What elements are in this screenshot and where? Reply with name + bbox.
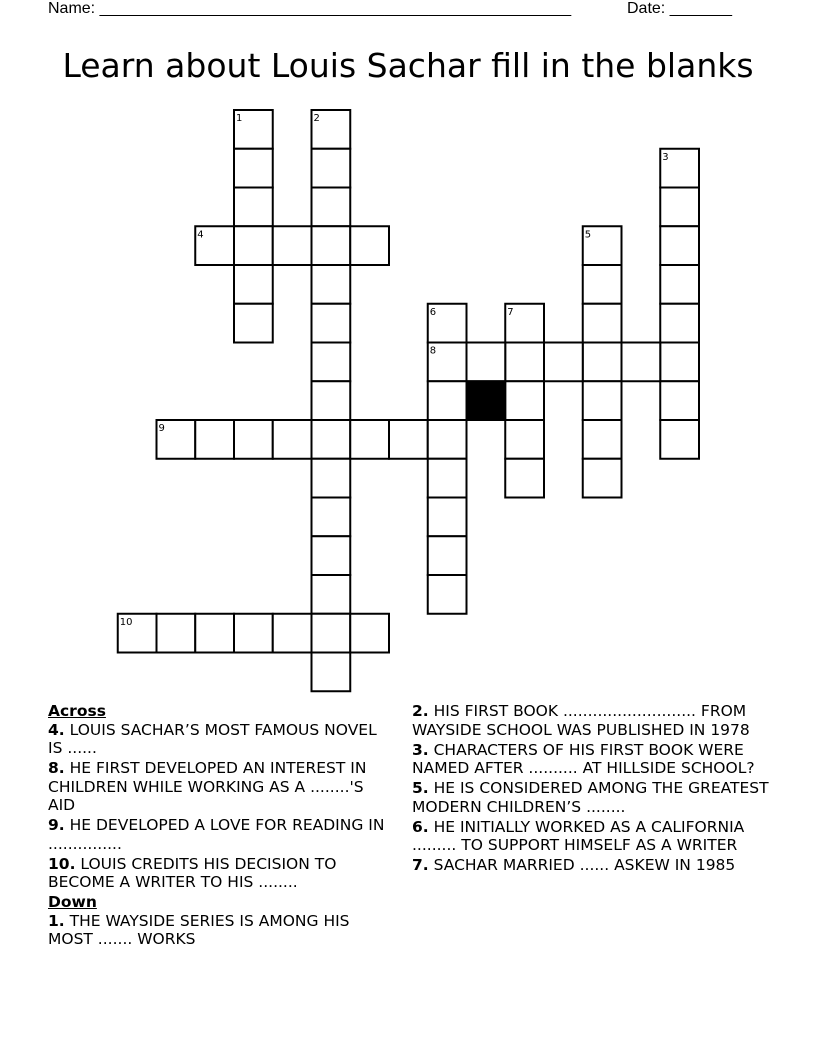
clue-number-label: 9	[158, 423, 165, 434]
crossword-cell[interactable]	[389, 420, 428, 459]
crossword-cell[interactable]	[428, 381, 467, 420]
crossword-cell[interactable]	[312, 226, 351, 265]
crossword-cell[interactable]	[428, 536, 467, 575]
clue-number-label: 5	[584, 229, 592, 241]
clue-number-label: 2	[313, 113, 320, 124]
crossword-cell[interactable]	[312, 614, 351, 653]
crossword-cell[interactable]	[467, 343, 506, 382]
across-heading: Across	[48, 702, 106, 720]
crossword-cell[interactable]	[312, 536, 351, 575]
crossword-cell[interactable]	[350, 420, 389, 459]
crossword-cell[interactable]	[428, 420, 467, 459]
page-title: Learn about Louis Sachar fill in the blanks	[62, 46, 754, 85]
crossword-cell[interactable]	[660, 188, 699, 227]
crossword-cell[interactable]	[234, 304, 273, 343]
clue-number-label: 10	[119, 616, 133, 628]
clues-left-column	[48, 702, 388, 950]
crossword-cell[interactable]	[312, 188, 351, 227]
crossword-cell[interactable]	[312, 343, 351, 382]
crossword-cell[interactable]	[583, 265, 622, 304]
clue-across-9: 9. HE DEVELOPED A LOVE FOR READING IN ...............	[48, 816, 385, 853]
crossword-cell[interactable]	[350, 226, 389, 265]
crossword-cell[interactable]	[195, 614, 234, 653]
crossword-cell[interactable]	[660, 381, 699, 420]
crossword-cell[interactable]	[273, 420, 312, 459]
crossword-cell[interactable]	[505, 343, 544, 382]
clue-number-label: 4	[197, 229, 204, 241]
crossword-cell[interactable]	[583, 459, 622, 498]
crossword-cell[interactable]	[234, 265, 273, 304]
crossword-cell[interactable]	[660, 226, 699, 265]
clue-down-5: 5. HE IS CONSIDERED AMONG THE GREATEST MODERN CHILDREN’S ........	[412, 779, 769, 816]
clue-down-3: 3. CHARACTERS OF HIS FIRST BOOK WERE NAMED AFTER .......... AT HILLSIDE SCHOOL?	[412, 740, 755, 777]
clue-number-label: 7	[507, 306, 514, 318]
crossword-cell[interactable]	[583, 304, 622, 343]
crossword-cell[interactable]	[583, 420, 622, 459]
crossword-cell[interactable]	[428, 575, 467, 614]
crossword-black-cell	[467, 381, 506, 420]
clue-across-10: 10. LOUIS CREDITS HIS DECISION TO BECOME A WRITER TO HIS ........	[48, 854, 337, 891]
crossword-cell[interactable]	[505, 381, 544, 420]
crossword-cell[interactable]	[583, 343, 622, 382]
crossword-cell[interactable]	[312, 420, 351, 459]
crossword-cell[interactable]	[544, 343, 583, 382]
crossword-cell[interactable]	[622, 343, 661, 382]
crossword-cell[interactable]	[312, 149, 351, 188]
crossword-cell[interactable]	[312, 575, 351, 614]
crossword-cell[interactable]	[234, 420, 273, 459]
crossword-cell[interactable]	[660, 420, 699, 459]
name-field-label: Name: _____________________________________________________	[48, 0, 572, 17]
crossword-cell[interactable]	[234, 614, 273, 653]
crossword-cell[interactable]	[428, 498, 467, 537]
crossword-cell[interactable]	[273, 614, 312, 653]
crossword-cell[interactable]	[195, 420, 234, 459]
clues-right-column	[412, 702, 772, 876]
clue-down-6: 6. HE INITIALLY WORKED AS A CALIFORNIA ......... TO SUPPORT HIMSELF AS A WRITER	[412, 817, 745, 854]
crossword-cell[interactable]	[428, 459, 467, 498]
crossword-cell[interactable]	[312, 653, 351, 692]
crossword-cell[interactable]	[273, 226, 312, 265]
crossword-cell[interactable]	[660, 304, 699, 343]
crossword-cell[interactable]	[234, 226, 273, 265]
clue-across-4: 4. LOUIS SACHAR’S MOST FAMOUS NOVEL IS ......	[48, 720, 377, 757]
crossword-cell[interactable]	[312, 304, 351, 343]
clue-across-8: 8. HE FIRST DEVELOPED AN INTEREST IN CHILDREN WHILE WORKING AS A ........'S AID	[48, 759, 367, 814]
crossword-cell[interactable]	[350, 614, 389, 653]
crossword-cell[interactable]	[312, 498, 351, 537]
crossword-cell[interactable]	[234, 149, 273, 188]
crossword-cell[interactable]	[505, 459, 544, 498]
down-heading: Down	[48, 893, 97, 911]
crossword-cell[interactable]	[312, 459, 351, 498]
clue-down-7: 7. SACHAR MARRIED ...... ASKEW IN 1985	[412, 856, 736, 874]
clue-number-label: 8	[429, 345, 437, 357]
crossword-cell[interactable]	[660, 265, 699, 304]
clue-down-1: 1. THE WAYSIDE SERIES IS AMONG HIS MOST ....... WORKS	[48, 911, 350, 948]
crossword-cell[interactable]	[312, 381, 351, 420]
clue-down-2: 2. HIS FIRST BOOK ........................... FROM WAYSIDE SCHOOL WAS PUBLISHED IN 1978	[412, 702, 750, 739]
crossword-cell[interactable]	[312, 265, 351, 304]
clue-number-label: 3	[662, 151, 669, 163]
date-field-label: Date: _______	[627, 0, 732, 17]
clue-number-label: 6	[429, 306, 437, 318]
crossword-cell[interactable]	[583, 381, 622, 420]
crossword-cell[interactable]	[505, 420, 544, 459]
crossword-cell[interactable]	[234, 188, 273, 227]
crossword-cell[interactable]	[660, 343, 699, 382]
crossword-cell[interactable]	[157, 614, 196, 653]
clue-number-label: 1	[236, 113, 243, 124]
